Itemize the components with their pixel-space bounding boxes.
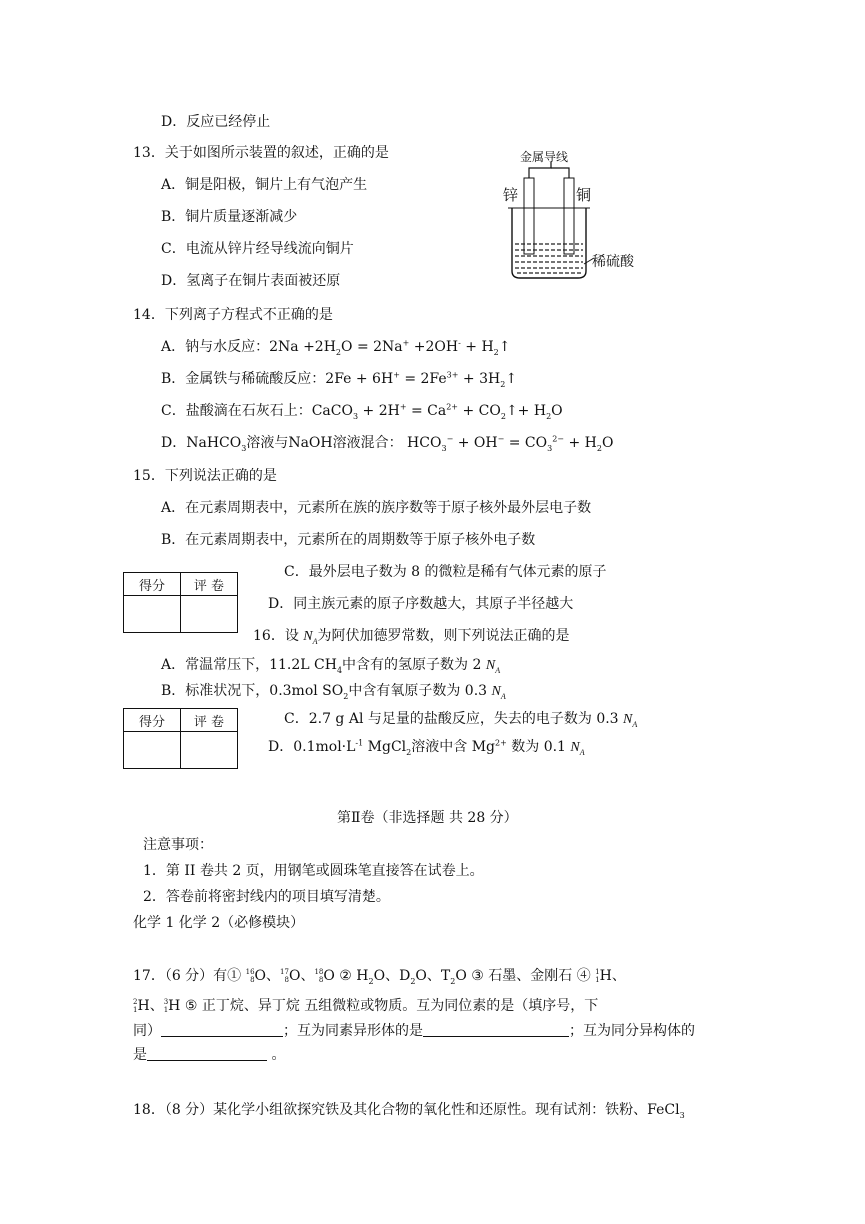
grader-cell[interactable]	[181, 732, 238, 769]
q17-line-1: 17．（6 分）有① 16 8O、17 8O、18 8O ② $H_2O$、$D_2O$、$T_2O$ ③ 石墨、金刚石 ④ 1 1H、	[133, 968, 626, 986]
q17-line-2: 2 1H、3 1H ⑤ 正丁烷、异丁烷 五组微粒或物质。互为同位素的是（填序号，下	[133, 998, 599, 1014]
q13-option-a: A．铜是阳极，铜片上有气泡产生	[161, 177, 368, 193]
isotope-answer-blank[interactable]	[161, 1022, 283, 1037]
q16-option-c: C．2.7 g Al 与足量的盐酸反应，失去的电子数为 0.3 $N_A$	[284, 711, 638, 729]
score-box-2	[123, 708, 238, 769]
q12-option-d: D．反应已经停止	[161, 114, 271, 130]
q15-option-c: C．最外层电子数为 8 的微粒是稀有气体元素的原子	[284, 564, 607, 580]
isomer-answer-blank[interactable]	[147, 1046, 267, 1061]
zinc-electrode	[524, 178, 534, 254]
grader-cell[interactable]	[181, 596, 238, 633]
notice-item-2: 2．答卷前将密封线内的项目填写清楚。	[143, 889, 390, 905]
notice-item-1: 1．第 II 卷共 2 页，用钢笔或圆珠笔直接答在试卷上。	[143, 863, 484, 879]
q14-option-d: D．NaHCO$_3$溶液与NaOH溶液混合： $HCO_3^- + OH^- = CO_3^{2-} + H_2O$	[161, 434, 614, 453]
q18-line-1: 18．（8 分）某化学小组欲探究铁及其化合物的氧化性和还原性。现有试剂：铁粉、FeCl$_3$	[133, 1102, 685, 1120]
q15-option-d: D．同主族元素的原子序数越大，其原子半径越大	[268, 596, 574, 612]
q15-option-a: A．在元素周期表中，元素所在族的族序数等于原子核外最外层电子数	[161, 500, 592, 516]
q14-option-a: A．钠与水反应：$2Na +2H_2O = 2Na^+ +2OH^-$ + $H_2↑$	[161, 338, 511, 357]
part2-title: 第Ⅱ卷（非选择题 共 28 分）	[337, 810, 518, 826]
grader-label: 评 卷	[181, 709, 238, 732]
module-heading: 化学 1 化学 2（必修模块）	[133, 915, 305, 931]
copper-electrode	[564, 178, 574, 254]
q15-stem: 15．下列说法正确的是	[133, 468, 277, 484]
score-label: 得分	[124, 709, 181, 732]
score-label: 得分	[124, 573, 181, 596]
q14-option-c: C．盐酸滴在石灰石上：CaCO$_3$ + $2H^+ = Ca^{2+}$ + $CO_2↑+ H_2O$	[161, 402, 563, 421]
q14-option-b: B．金属铁与稀硫酸反应：$2Fe + 6H^+ = 2Fe^{3+}$ + $3H_2↑$	[161, 370, 518, 389]
q13-option-c: C．电流从锌片经导线流向铜片	[161, 241, 354, 257]
q16-option-a: A．常温常压下，11.2L $CH_4$中含有的氢原子数为 2 $N_A$	[161, 657, 501, 675]
figure-acid-label: 稀硫酸	[592, 254, 634, 270]
galvanic-cell-figure	[498, 146, 648, 286]
q14-stem: 14．下列离子方程式不正确的是	[133, 307, 333, 323]
q17-line-4: 是 。	[133, 1047, 286, 1063]
figure-zinc-label: 锌	[503, 186, 519, 204]
score-box-1	[123, 572, 238, 633]
q17-line-3: 同） ；互为同素异形体的是 ；互为同分异构体的	[133, 1023, 695, 1039]
q16-option-d: D．$0.1mol\cdot L^{-1}$ MgCl$_2$溶液中含 $Mg^{2+}$ 数为 0.1 $N_A$	[268, 738, 585, 757]
q16-stem: 16．设 $N_A$为阿伏加德罗常数，则下列说法正确的是	[253, 628, 570, 646]
q13-stem: 13．关于如图所示装置的叙述，正确的是	[133, 145, 389, 161]
figure-copper-label: 铜	[576, 186, 592, 204]
allotrope-answer-blank[interactable]	[423, 1022, 569, 1037]
score-cell[interactable]	[124, 732, 181, 769]
notice-heading: 注意事项：	[143, 837, 213, 853]
q16-option-b: B．标准状况下，0.3mol $SO_2$中含有氧原子数为 0.3 $N_A$	[161, 683, 506, 701]
grader-label: 评 卷	[181, 573, 238, 596]
q13-option-d: D．氢离子在铜片表面被还原	[161, 273, 341, 289]
figure-wire-label: 金属导线	[520, 150, 569, 164]
q15-option-b: B．在元素周期表中，元素所在的周期数等于原子核外电子数	[161, 532, 536, 548]
q13-option-b: B．铜片质量逐渐减少	[161, 209, 298, 225]
score-cell[interactable]	[124, 596, 181, 633]
